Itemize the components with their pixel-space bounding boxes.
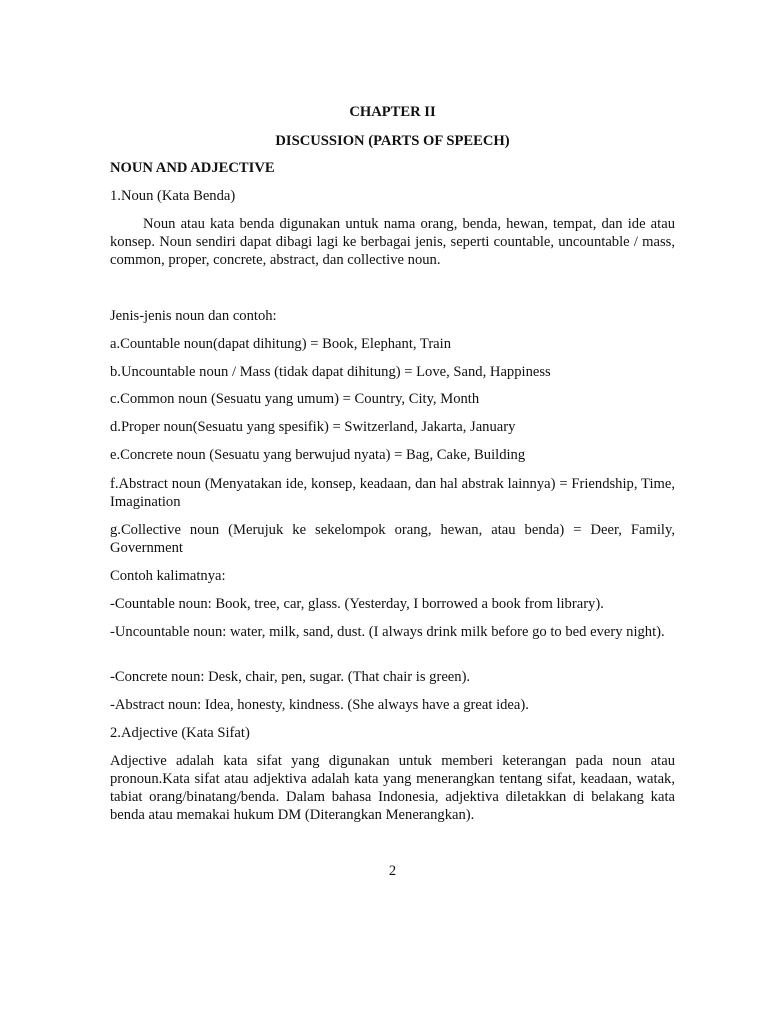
adjective-heading: 2.Adjective (Kata Sifat) (110, 725, 250, 741)
chapter-title: CHAPTER II (349, 104, 436, 120)
types-intro: Jenis-jenis noun dan contoh: (110, 308, 277, 324)
noun-paragraph: Noun atau kata benda digunakan untuk nama orang, benda, hewan, tempat, dan ide atau konsep. Noun sendiri dapat dibagi lagi ke berbagai jenis, seperti countable, uncountable / mass, common, proper, concrete, abstract, dan collective noun. (110, 216, 675, 268)
noun-heading: 1.Noun (Kata Benda) (110, 188, 236, 204)
section-heading: NOUN AND ADJECTIVE (110, 160, 275, 176)
list-item: d.Proper noun(Sesuatu yang spesifik) = Switzerland, Jakarta, January (110, 419, 516, 435)
document-page (110, 0, 675, 1024)
list-item: a.Countable noun(dapat dihitung) = Book, Elephant, Train (110, 336, 452, 352)
example-item: -Abstract noun: Idea, honesty, kindness. (She always have a great idea). (110, 697, 529, 713)
chapter-subtitle: DISCUSSION (PARTS OF SPEECH) (275, 133, 510, 149)
examples-intro: Contoh kalimatnya: (110, 568, 226, 584)
example-item: -Countable noun: Book, tree, car, glass. (Yesterday, I borrowed a book from library). (110, 596, 604, 612)
example-item: -Uncountable noun: water, milk, sand, dust. (I always drink milk before go to bed every night). (110, 624, 665, 640)
list-item: b.Uncountable noun / Mass (tidak dapat dihitung) = Love, Sand, Happiness (110, 364, 551, 380)
page-number: 2 (388, 863, 397, 879)
list-item: c.Common noun (Sesuatu yang umum) = Country, City, Month (110, 391, 480, 407)
list-item: g.Collective noun (Merujuk ke sekelompok orang, hewan, atau benda) = Deer, Family, Government (110, 522, 675, 556)
list-item: e.Concrete noun (Sesuatu yang berwujud nyata) = Bag, Cake, Building (110, 447, 526, 463)
list-item: f.Abstract noun (Menyatakan ide, konsep, keadaan, dan hal abstrak lainnya) = Friendship, Time, Imagination (110, 476, 675, 510)
example-item: -Concrete noun: Desk, chair, pen, sugar. (That chair is green). (110, 669, 471, 685)
adjective-paragraph: Adjective adalah kata sifat yang digunakan untuk memberi keterangan pada noun atau pronoun.Kata sifat atau adjektiva adalah kata yang menerangkan tentang sifat, keadaan, watak, tabiat orang/binatang/benda. Dalam bahasa Indonesia, adjektiva diletakkan di belakang kata benda atau memakai hukum DM (Diterangkan Menerangkan). (110, 753, 675, 823)
